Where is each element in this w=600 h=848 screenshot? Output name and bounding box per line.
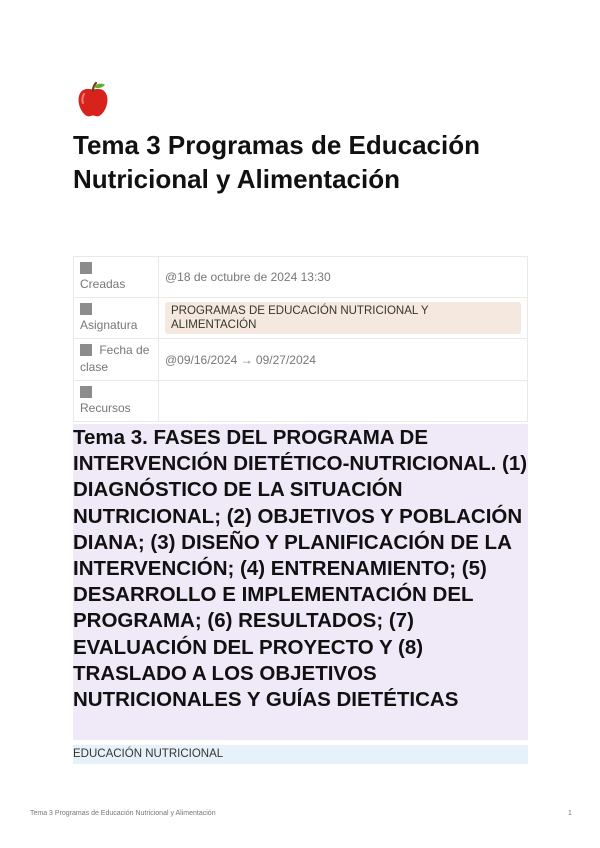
property-key-label: Asignatura [80,318,138,332]
property-value[interactable]: @09/16/2024 → 09/27/2024 [159,339,528,381]
property-row-subject [74,298,528,339]
property-key [74,298,159,339]
property-key [74,257,159,298]
callout-block [73,424,528,740]
attachment-icon [80,386,92,398]
callout-heading: Tema 3. FASES DEL PROGRAMA DE INTERVENCIÓN DIETÉTICO-NUTRICIONAL. (1) DIAGNÓSTICO DE LA SITUACIÓN NUTRICIONAL; (2) OBJETIVOS Y POBLACIÓN DIANA; (3) DISEÑO Y PLANIFICACIÓN DE LA INTERVENCIÓN; (4) ENTRENAMIENTO; (5) DESARROLLO E IMPLEMENTACIÓN DEL PROGRAMA; (6) RESULTADOS; (7) EVALUACIÓN DEL PROYECTO Y (8) TRASLADO A LOS OBJETIVOS NUTRICIONALES Y GUÍAS DIETÉTICAS [73,426,528,712]
footer-page-number: 1 [568,810,572,817]
property-row-resources [74,381,528,422]
property-key [74,339,159,381]
select-icon [80,303,92,315]
footer-title: Tema 3 Programas de Educación Nutricional y Alimentación [30,810,216,817]
property-key-label: Creadas [80,277,126,291]
properties-table [73,256,528,422]
page-title: Tema 3 Programas de Educación Nutricional y Alimentación [73,130,480,194]
property-key-label: Recursos [80,401,131,415]
property-key-label: Fecha de clase [80,342,150,374]
calendar-icon [80,344,92,356]
topic-tag-block: EDUCACIÓN NUTRICIONAL [73,745,528,764]
subject-tag[interactable]: PROGRAMAS DE EDUCACIÓN NUTRICIONAL Y ALIMENTACIÓN [165,302,521,334]
property-row-created [74,257,528,298]
property-value[interactable] [159,381,528,422]
property-value[interactable]: @18 de octubre de 2024 13:30 [159,257,528,298]
apple-icon [73,80,113,120]
property-value[interactable] [159,298,528,339]
clock-icon [80,262,92,274]
property-row-class-date [74,339,528,381]
property-key [74,381,159,422]
